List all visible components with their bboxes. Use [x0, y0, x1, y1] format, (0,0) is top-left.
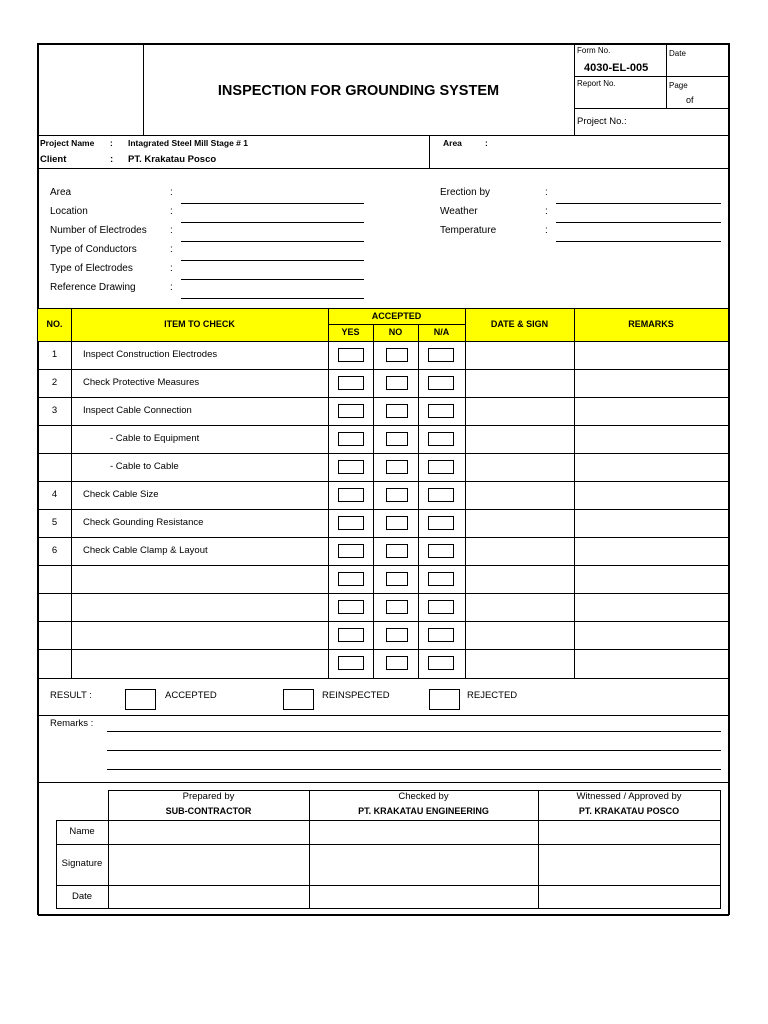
- client-colon: :: [110, 154, 114, 165]
- accepted-yes-checkbox[interactable]: [338, 656, 364, 670]
- accepted-na-checkbox[interactable]: [428, 404, 454, 418]
- detail-input-line[interactable]: [181, 260, 364, 261]
- page-of: of: [686, 95, 694, 105]
- accepted-na-checkbox[interactable]: [428, 656, 454, 670]
- date-sign-cell[interactable]: [466, 538, 573, 565]
- remarks-cell[interactable]: [575, 342, 727, 369]
- detail-label: Weather: [440, 206, 478, 217]
- accepted-yes-checkbox[interactable]: [338, 376, 364, 390]
- row-item: Check Cable Clamp & Layout: [83, 545, 208, 556]
- remarks-line[interactable]: [107, 731, 721, 732]
- row-item: Check Gounding Resistance: [83, 517, 204, 528]
- detail-input-line[interactable]: [181, 241, 364, 242]
- result-accepted-label: ACCEPTED: [165, 690, 217, 701]
- date-label: Date: [669, 49, 686, 58]
- row-number: 3: [51, 405, 58, 416]
- detail-label: Erection by: [440, 187, 491, 198]
- accepted-no-checkbox[interactable]: [386, 432, 408, 446]
- col-header-item: ITEM TO CHECK: [164, 319, 235, 329]
- detail-label: Reference Drawing: [50, 282, 136, 293]
- page-label: Page: [669, 81, 688, 90]
- col-header-date-sign: DATE & SIGN: [490, 319, 549, 329]
- remarks-label: Remarks :: [50, 718, 94, 729]
- accepted-yes-checkbox[interactable]: [338, 432, 364, 446]
- detail-label: Location: [50, 206, 88, 217]
- accepted-na-checkbox[interactable]: [428, 348, 454, 362]
- detail-input-line[interactable]: [181, 222, 364, 223]
- detail-label: Temperature: [440, 225, 497, 236]
- col-header-no: NO.: [46, 319, 63, 329]
- date-sign-cell[interactable]: [466, 342, 573, 369]
- accepted-na-checkbox[interactable]: [428, 600, 454, 614]
- sig-row-signature: Signature: [61, 858, 103, 869]
- accepted-yes-checkbox[interactable]: [338, 600, 364, 614]
- accepted-yes-checkbox[interactable]: [338, 404, 364, 418]
- sig-role-prepared: Prepared by: [182, 791, 235, 802]
- date-sign-cell[interactable]: [466, 510, 573, 537]
- result-reinspected-checkbox[interactable]: [283, 689, 314, 710]
- sig-row-date: Date: [71, 891, 93, 902]
- col-header-na: N/A: [433, 327, 450, 337]
- detail-colon: :: [170, 187, 173, 198]
- result-reinspected-label: REINSPECTED: [322, 690, 390, 701]
- remarks-cell[interactable]: [575, 454, 727, 481]
- project-no-label: Project No.:: [577, 116, 627, 127]
- date-sign-cell[interactable]: [466, 398, 573, 425]
- project-name-colon: :: [110, 138, 113, 148]
- accepted-no-checkbox[interactable]: [386, 376, 408, 390]
- row-item: - Cable to Cable: [110, 461, 179, 472]
- accepted-no-checkbox[interactable]: [386, 572, 408, 586]
- accepted-no-checkbox[interactable]: [386, 404, 408, 418]
- remarks-cell[interactable]: [575, 622, 727, 649]
- sig-role-checked: Checked by: [398, 791, 449, 802]
- row-number: 6: [51, 545, 58, 556]
- date-sign-cell[interactable]: [466, 370, 573, 397]
- remarks-line[interactable]: [107, 769, 721, 770]
- accepted-na-checkbox[interactable]: [428, 516, 454, 530]
- accepted-no-checkbox[interactable]: [386, 348, 408, 362]
- accepted-no-checkbox[interactable]: [386, 628, 408, 642]
- accepted-na-checkbox[interactable]: [428, 460, 454, 474]
- accepted-yes-checkbox[interactable]: [338, 628, 364, 642]
- col-header-accepted: ACCEPTED: [371, 311, 422, 321]
- date-sign-cell[interactable]: [466, 650, 573, 677]
- report-no-label: Report No.: [577, 79, 616, 88]
- col-header-no-sub: NO: [388, 327, 403, 337]
- remarks-line[interactable]: [107, 750, 721, 751]
- detail-input-line[interactable]: [181, 298, 364, 299]
- client-value: PT. Krakatau Posco: [128, 154, 217, 165]
- detail-colon: :: [170, 263, 173, 274]
- detail-label: Number of Electrodes: [50, 225, 147, 236]
- detail-colon: :: [170, 244, 173, 255]
- row-number: 2: [51, 377, 58, 388]
- remarks-cell[interactable]: [575, 594, 727, 621]
- accepted-na-checkbox[interactable]: [428, 376, 454, 390]
- date-sign-cell[interactable]: [466, 482, 573, 509]
- form-no-label: Form No.: [577, 46, 611, 55]
- detail-colon: :: [170, 206, 173, 217]
- accepted-na-checkbox[interactable]: [428, 488, 454, 502]
- form-no-value: 4030-EL-005: [584, 62, 649, 74]
- accepted-no-checkbox[interactable]: [386, 460, 408, 474]
- accepted-yes-checkbox[interactable]: [338, 572, 364, 586]
- accepted-na-checkbox[interactable]: [428, 572, 454, 586]
- row-item: Inspect Construction Electrodes: [83, 349, 218, 360]
- result-label: RESULT :: [50, 690, 92, 701]
- date-sign-cell[interactable]: [466, 622, 573, 649]
- detail-input-line[interactable]: [181, 203, 364, 204]
- accepted-na-checkbox[interactable]: [428, 544, 454, 558]
- detail-colon: :: [545, 225, 548, 236]
- project-area-label: Area: [443, 138, 462, 148]
- detail-colon: :: [170, 282, 173, 293]
- detail-input-line[interactable]: [556, 222, 721, 223]
- row-number: 5: [51, 517, 58, 528]
- project-name-label: Project Name: [40, 138, 95, 148]
- col-header-remarks: REMARKS: [628, 319, 674, 329]
- accepted-yes-checkbox[interactable]: [338, 516, 364, 530]
- row-item: Inspect Cable Connection: [83, 405, 192, 416]
- detail-colon: :: [545, 206, 548, 217]
- row-item: Check Protective Measures: [83, 377, 200, 388]
- accepted-yes-checkbox[interactable]: [338, 348, 364, 362]
- remarks-cell[interactable]: [575, 398, 727, 425]
- remarks-cell[interactable]: [575, 538, 727, 565]
- detail-label: Area: [50, 187, 72, 198]
- sig-party-subcontractor: SUB-CONTRACTOR: [165, 806, 252, 816]
- remarks-cell[interactable]: [575, 370, 727, 397]
- detail-input-line[interactable]: [556, 203, 721, 204]
- detail-colon: :: [170, 225, 173, 236]
- remarks-cell[interactable]: [575, 510, 727, 537]
- row-item: Check Cable Size: [83, 489, 159, 500]
- remarks-cell[interactable]: [575, 650, 727, 677]
- remarks-cell[interactable]: [575, 566, 727, 593]
- detail-label: Type of Electrodes: [50, 263, 133, 274]
- remarks-cell[interactable]: [575, 426, 727, 453]
- accepted-no-checkbox[interactable]: [386, 488, 408, 502]
- accepted-yes-checkbox[interactable]: [338, 488, 364, 502]
- sig-party-engineering: PT. KRAKATAU ENGINEERING: [358, 806, 489, 816]
- client-label: Client: [40, 154, 67, 165]
- accepted-no-checkbox[interactable]: [386, 600, 408, 614]
- accepted-na-checkbox[interactable]: [428, 628, 454, 642]
- project-area-colon: :: [485, 138, 488, 148]
- row-item: - Cable to Equipment: [110, 433, 200, 444]
- accepted-yes-checkbox[interactable]: [338, 544, 364, 558]
- date-sign-cell[interactable]: [466, 594, 573, 621]
- detail-input-line[interactable]: [556, 241, 721, 242]
- result-rejected-label: REJECTED: [467, 690, 518, 701]
- detail-label: Type of Conductors: [50, 244, 137, 255]
- accepted-no-checkbox[interactable]: [386, 656, 408, 670]
- accepted-no-checkbox[interactable]: [386, 544, 408, 558]
- detail-colon: :: [545, 187, 548, 198]
- result-rejected-checkbox[interactable]: [429, 689, 460, 710]
- accepted-na-checkbox[interactable]: [428, 432, 454, 446]
- sig-row-name: Name: [69, 826, 95, 837]
- sig-role-witnessed: Witnessed / Approved by: [576, 791, 682, 802]
- accepted-yes-checkbox[interactable]: [338, 460, 364, 474]
- sig-party-posco: PT. KRAKATAU POSCO: [578, 806, 680, 816]
- detail-input-line[interactable]: [181, 279, 364, 280]
- page-title: INSPECTION FOR GROUNDING SYSTEM: [217, 83, 500, 99]
- date-sign-cell[interactable]: [466, 566, 573, 593]
- accepted-no-checkbox[interactable]: [386, 516, 408, 530]
- remarks-cell[interactable]: [575, 482, 727, 509]
- project-name-value: Intagrated Steel Mill Stage # 1: [128, 138, 248, 148]
- col-header-yes: YES: [341, 327, 360, 337]
- date-sign-cell[interactable]: [466, 426, 573, 453]
- row-number: 4: [51, 489, 58, 500]
- date-sign-cell[interactable]: [466, 454, 573, 481]
- row-number: 1: [51, 349, 58, 360]
- result-accepted-checkbox[interactable]: [125, 689, 156, 710]
